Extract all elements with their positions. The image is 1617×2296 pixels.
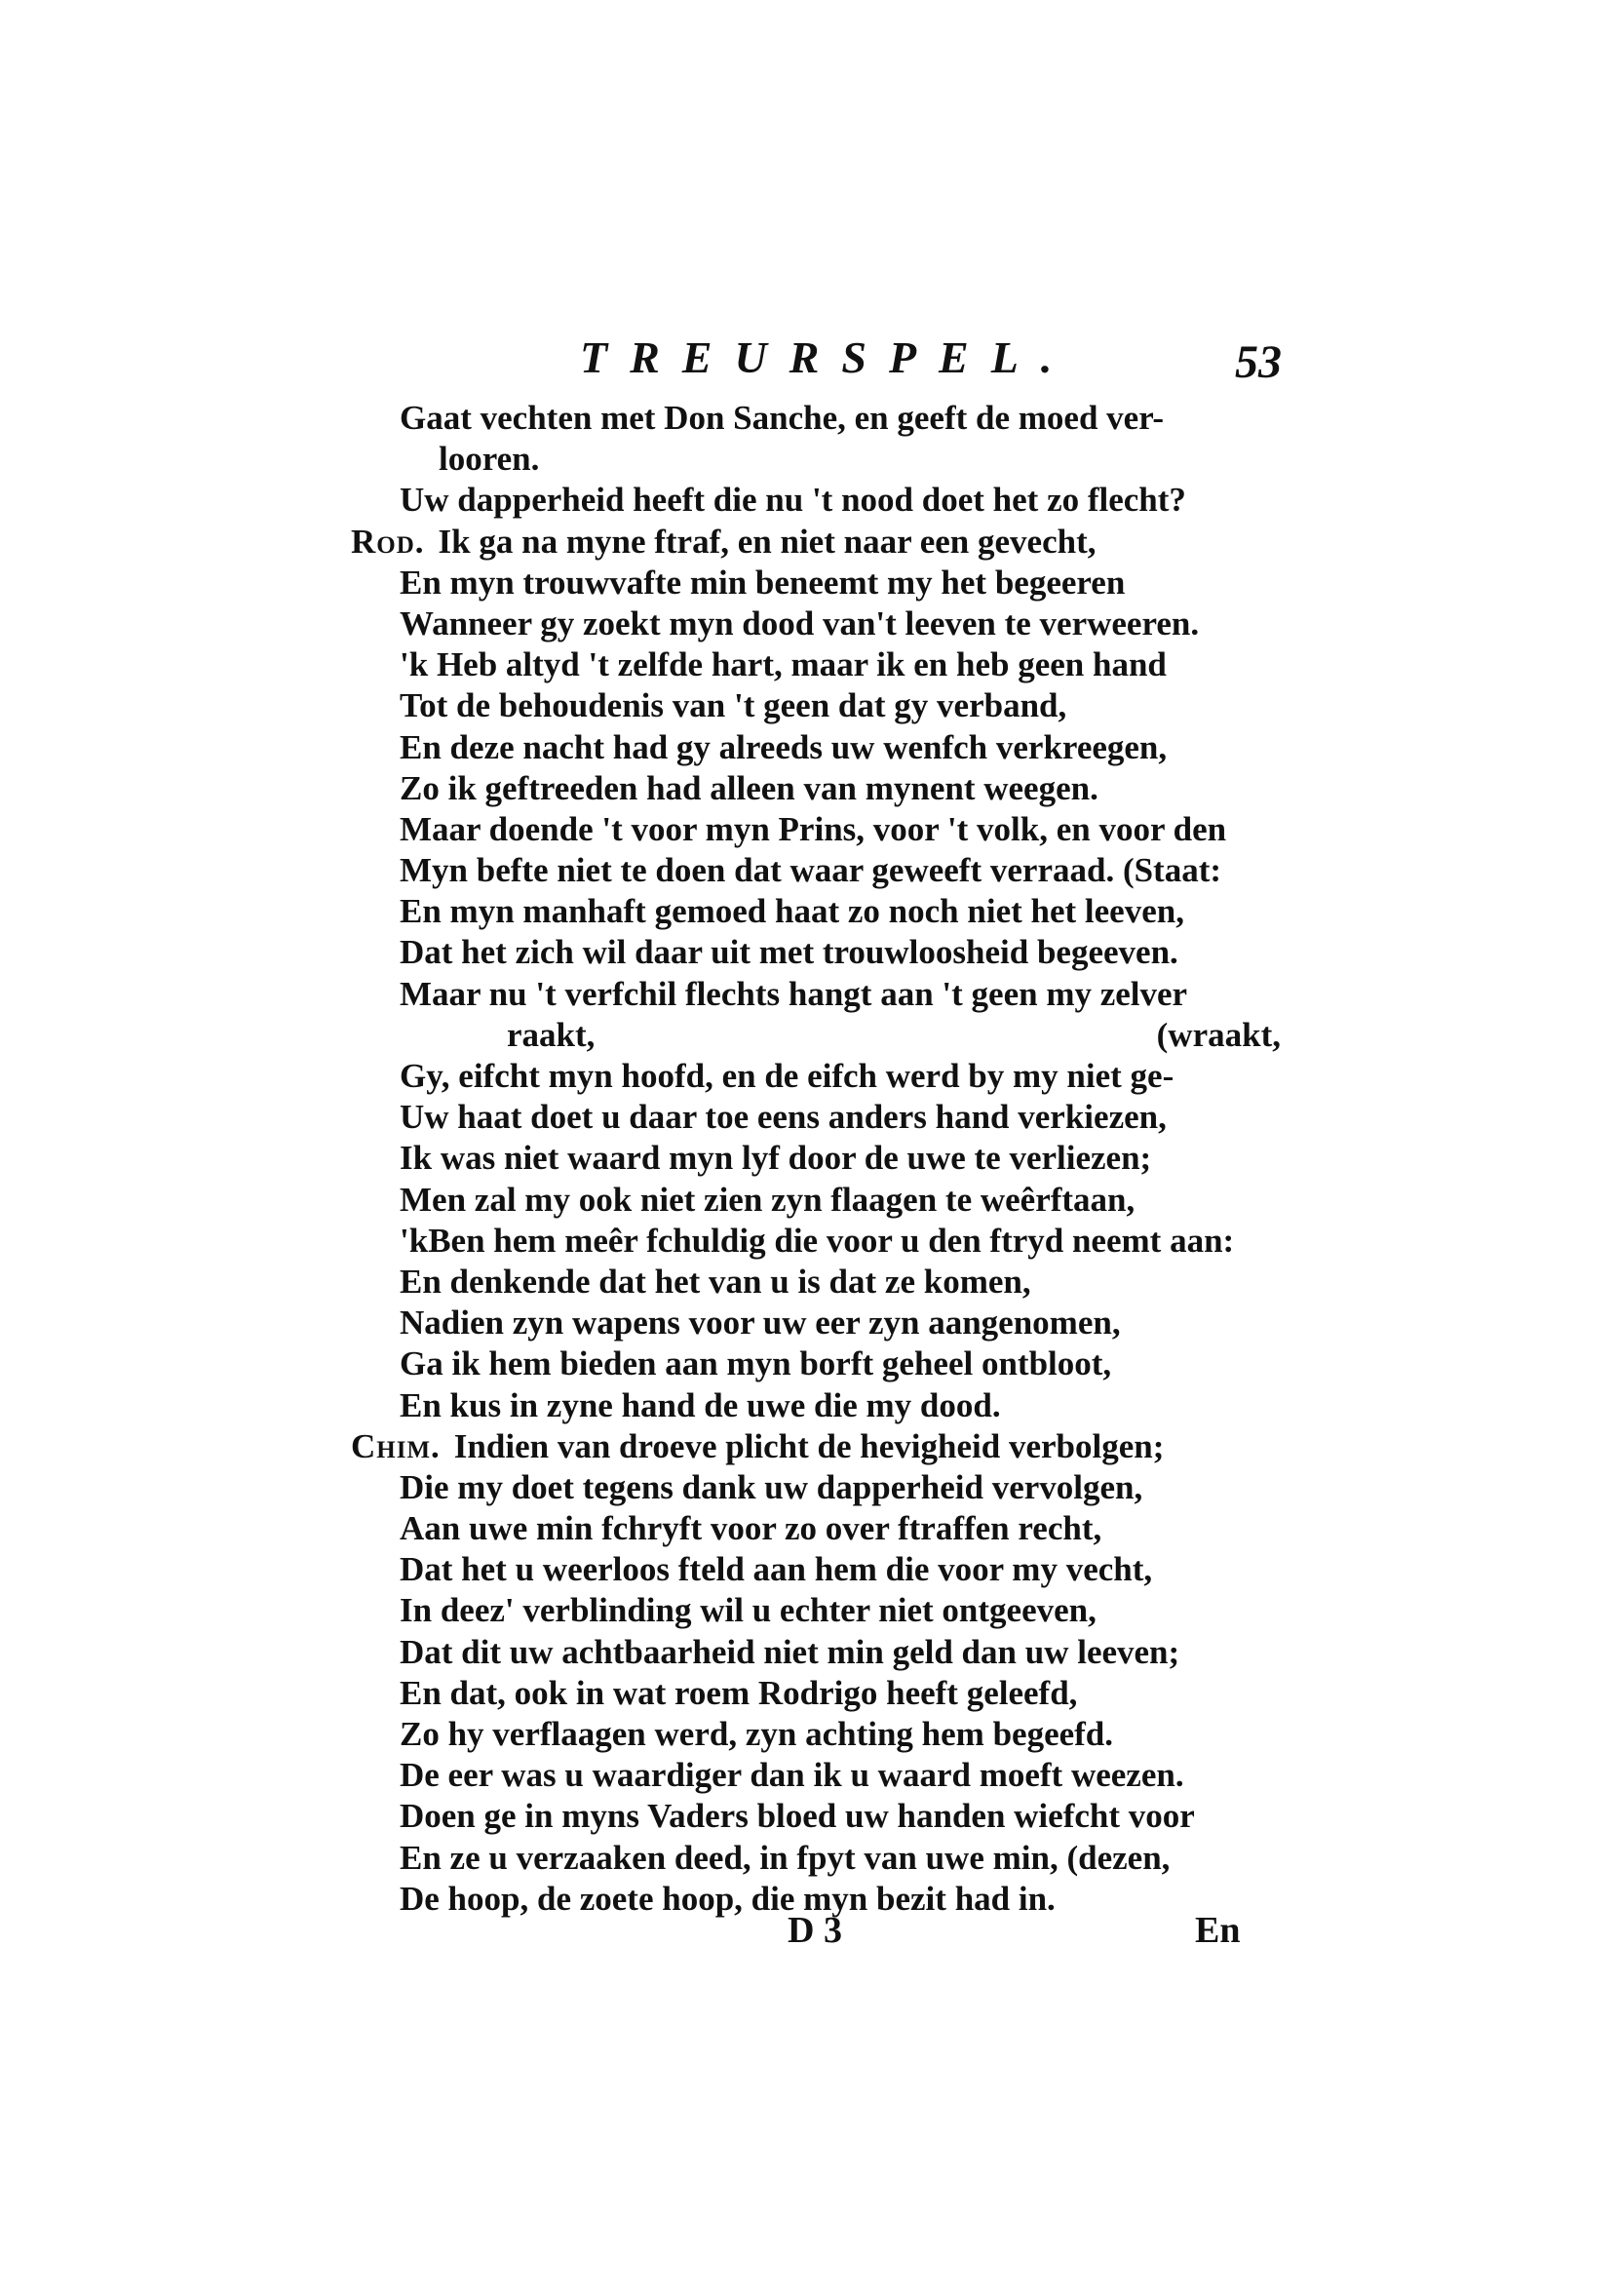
verse-text-span: En myn manhaft gemoed haat zo noch niet het leeven,	[400, 892, 1184, 931]
verse-text-span: De eer was u waardiger dan ik u waard moeft weezen.	[400, 1756, 1184, 1795]
verse-line	[351, 1467, 1287, 1508]
verse-text-span: En kus in zyne hand de uwe die my dood.	[400, 1385, 1001, 1424]
verse-line	[351, 1714, 1287, 1755]
running-title: TREURSPEL.	[580, 332, 1075, 382]
verse-line	[351, 727, 1287, 768]
verse-text-span: Wanneer gy zoekt myn dood van't leeven te verweeren.	[400, 603, 1200, 642]
page-number: 53	[1235, 336, 1282, 388]
verse-text-span: Dat dit uw achtbaarheid niet min geld dan uw leeven;	[400, 1632, 1180, 1671]
verse-line	[351, 1632, 1287, 1673]
verse-line	[351, 1015, 1287, 1056]
verse-text-span: Zo hy verflaagen werd, zyn achting hem begeefd.	[400, 1715, 1114, 1753]
verse-line	[351, 685, 1287, 726]
verse-text-span: Gy, eifcht myn hoofd, en de eifch werd by my niet ge-	[400, 1057, 1174, 1095]
verse-text-span: 'kBen hem meêr fchuldig die voor u den ftryd neemt aan:	[400, 1221, 1235, 1260]
verse-text-span: Uw dapperheid heeft die nu 't nood doet het zo flecht?	[400, 481, 1186, 520]
verse-line	[351, 563, 1287, 603]
verse-text-span: raakt,	[507, 1015, 596, 1054]
verse-text	[351, 398, 1287, 1920]
verse-line	[351, 1262, 1287, 1303]
verse-text-span: 'k Heb altyd 't zelfde hart, maar ik en heb geen hand	[400, 645, 1167, 684]
verse-text-span: Maar doende 't voor myn Prins, voor 't volk, en voor den	[400, 809, 1227, 848]
verse-line	[351, 1796, 1287, 1837]
verse-line	[351, 1673, 1287, 1714]
verse-text-span: Myn befte niet te doen dat waar geweeft verraad. (Staat:	[400, 851, 1222, 890]
verse-line	[351, 932, 1287, 973]
verse-line	[351, 1343, 1287, 1384]
verse-line	[351, 480, 1287, 521]
page-footer	[0, 1909, 1617, 1958]
verse-text-span: Uw haat doet u daar toe eens anders hand verkiezen,	[400, 1098, 1167, 1137]
verse-line	[351, 768, 1287, 809]
verse-text-span: Gaat vechten met Don Sanche, en geeft de moed ver-	[400, 399, 1165, 437]
verse-text-span: De hoop, de zoete hoop, die myn bezit had in.	[400, 1879, 1056, 1918]
verse-text-span: Maar nu 't verfchil flechts hangt aan 't geen my zelver	[400, 974, 1188, 1013]
verse-text-span: Ga ik hem bieden aan myn borft geheel ontbloot,	[400, 1344, 1112, 1383]
verse-text-span: Dat het zich wil daar uit met trouwloosheid begeeven.	[400, 933, 1178, 972]
verse-line	[351, 644, 1287, 685]
verse-text-span: Dat het u weerloos fteld aan hem die voor my vecht,	[400, 1550, 1153, 1589]
verse-line	[351, 398, 1287, 439]
verse-line	[351, 1590, 1287, 1631]
speaker-name: Rod.	[351, 522, 425, 561]
verse-line	[351, 1056, 1287, 1097]
verse-text-span: En deze nacht had gy alreeds uw wenfch verkreegen,	[400, 727, 1168, 766]
verse-text-span: In deez' verblinding wil u echter niet ontgeeven,	[400, 1591, 1097, 1630]
verse-line	[351, 1097, 1287, 1138]
verse-text-span: Zo ik geftreeden had alleen van mynent weegen.	[400, 768, 1098, 807]
verse-line	[351, 439, 1287, 480]
verse-line	[351, 974, 1287, 1015]
verse-text-span: En dat, ook in wat roem Rodrigo heeft geleefd,	[400, 1673, 1078, 1712]
verse-line	[351, 522, 1287, 563]
verse-line	[351, 1303, 1287, 1343]
page-header	[580, 331, 1282, 400]
speaker-name: Chim.	[351, 1426, 441, 1465]
verse-text-span: En ze u verzaaken deed, in fpyt van uwe min, (dezen,	[400, 1838, 1171, 1877]
verse-line	[351, 1138, 1287, 1179]
verse-text-span: Die my doet tegens dank uw dapperheid vervolgen,	[400, 1467, 1143, 1506]
verse-text-span: Ik was niet waard myn lyf door de uwe te verliezen;	[400, 1139, 1152, 1178]
verse-line	[351, 1549, 1287, 1590]
verse-line	[351, 809, 1287, 850]
verse-line	[351, 1426, 1287, 1467]
verse-text-span: Tot de behoudenis van 't geen dat gy verband,	[400, 686, 1067, 725]
verse-line	[351, 1221, 1287, 1262]
signature-mark: D 3	[788, 1910, 842, 1951]
verse-line	[351, 891, 1287, 932]
verse-line	[351, 1838, 1287, 1879]
verse-text-span: Aan uwe min fchryft voor zo over ftraffen recht,	[400, 1509, 1102, 1548]
verse-text-span: Men zal my ook niet zien zyn flaagen te weêrftaan,	[400, 1180, 1136, 1219]
catchword: En	[1195, 1910, 1241, 1951]
verse-line	[351, 603, 1287, 644]
verse-text-span: looren.	[439, 440, 540, 479]
verse-text-span: En myn trouwvafte min beneemt my het begeeren	[400, 563, 1126, 602]
verse-line	[351, 1385, 1287, 1426]
verse-line	[351, 1180, 1287, 1221]
verse-text-span: Nadien zyn wapens voor uw eer zyn aangenomen,	[400, 1304, 1121, 1343]
verse-text-span: En denkende dat het van u is dat ze komen,	[400, 1262, 1031, 1301]
verse-text-span: Doen ge in myns Vaders bloed uw handen wiefcht voor	[400, 1797, 1195, 1836]
verse-text-span: Indien van droeve plicht de hevigheid verbolgen;	[453, 1426, 1165, 1465]
verse-line	[351, 1755, 1287, 1796]
verse-line	[351, 1508, 1287, 1549]
verse-text-span: Ik ga na myne ftraf, en niet naar een gevecht,	[438, 522, 1097, 561]
verse-line	[351, 850, 1287, 891]
verse-turnover: (wraakt,	[1156, 1015, 1281, 1054]
